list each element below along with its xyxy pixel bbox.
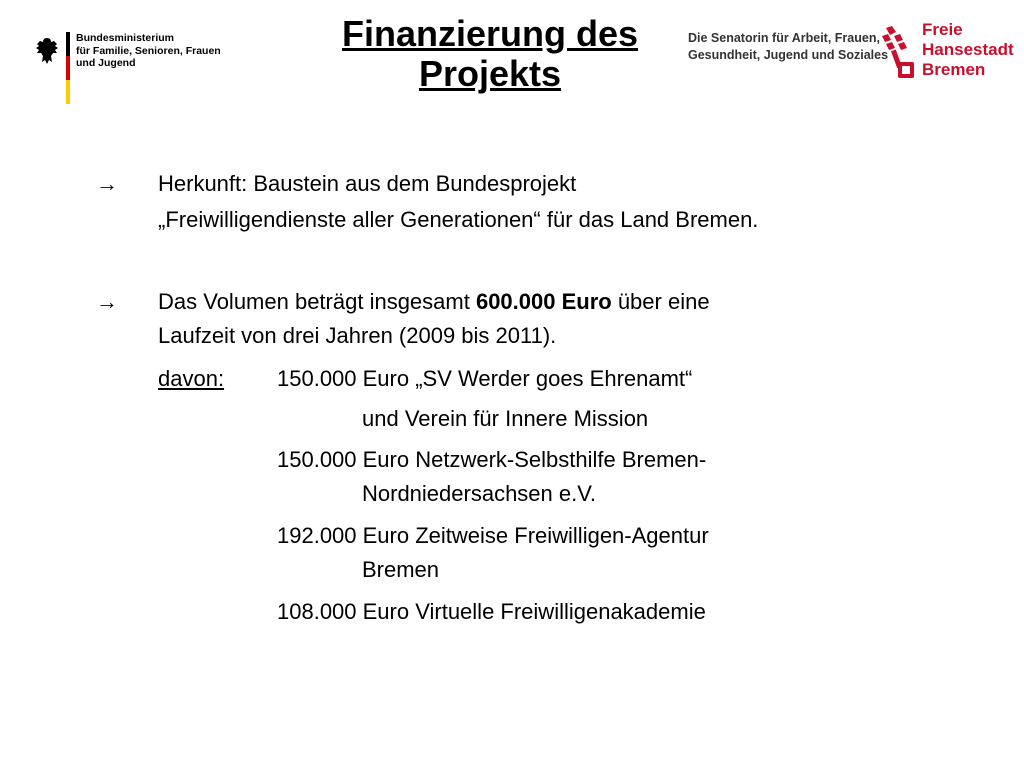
item2-line1: 150.000 Euro Netzwerk-Selbsthilfe Bremen- (277, 447, 707, 472)
bremen-line-1: Freie (922, 20, 963, 39)
ministry-line-1: Bundesministerium (76, 32, 175, 44)
ministry-logo (34, 30, 224, 110)
item2-line2: Nordniedersachsen e.V. (362, 481, 597, 506)
davon-label: davon: (158, 366, 225, 391)
arrow-icon: → (96, 171, 118, 196)
ministry-name (76, 32, 221, 70)
bremen-key-icon (880, 26, 920, 84)
item3-line1: 192.000 Euro Zeitweise Freiwilligen-Agentur (277, 523, 709, 548)
bremen-logo (880, 18, 1014, 88)
item4-line1: 108.000 Euro Virtuelle Freiwilligenakademie (277, 599, 706, 624)
item1-line2: und Verein für Innere Mission (362, 406, 649, 431)
senator-name (688, 30, 888, 64)
bullet1-line1: Herkunft: Baustein aus dem Bundesprojekt (158, 171, 577, 196)
flag-gold (66, 80, 70, 104)
title-line-2: Projekts (418, 53, 562, 94)
bullet2-text-b: über eine (611, 289, 710, 314)
ministry-line-2: für Familie, Senioren, Frauen (76, 44, 221, 57)
item3-line2: Bremen (362, 557, 440, 582)
senator-line-2: Gesundheit, Jugend und Soziales (688, 48, 889, 62)
title-line-1: Finanzierung des (341, 13, 639, 54)
flag-red (66, 56, 70, 80)
item1-line1: 150.000 Euro „SV Werder goes Ehrenamt“ (277, 366, 693, 391)
bullet2-line1 (158, 287, 710, 317)
arrow-icon: → (96, 289, 118, 314)
bullet2-amount: 600.000 Euro (475, 289, 612, 314)
german-flag-stripe (66, 32, 70, 104)
bremen-line-2: Hansestadt (922, 40, 1014, 59)
bremen-line-3: Bremen (922, 60, 986, 79)
bullet2-line2: Laufzeit von drei Jahren (2009 bis 2011). (158, 323, 557, 348)
flag-black (66, 32, 70, 56)
federal-eagle-icon (34, 36, 60, 66)
bullet2-text-a: Das Volumen beträgt insgesamt (158, 289, 476, 314)
page-title (280, 14, 700, 94)
bremen-name (922, 20, 1014, 80)
ministry-line-3: und Jugend (76, 57, 136, 69)
senator-line-1: Die Senatorin für Arbeit, Frauen, (688, 31, 880, 45)
bullet1-line2: „Freiwilligendienste aller Generationen“ für das Land Bremen. (158, 207, 759, 232)
